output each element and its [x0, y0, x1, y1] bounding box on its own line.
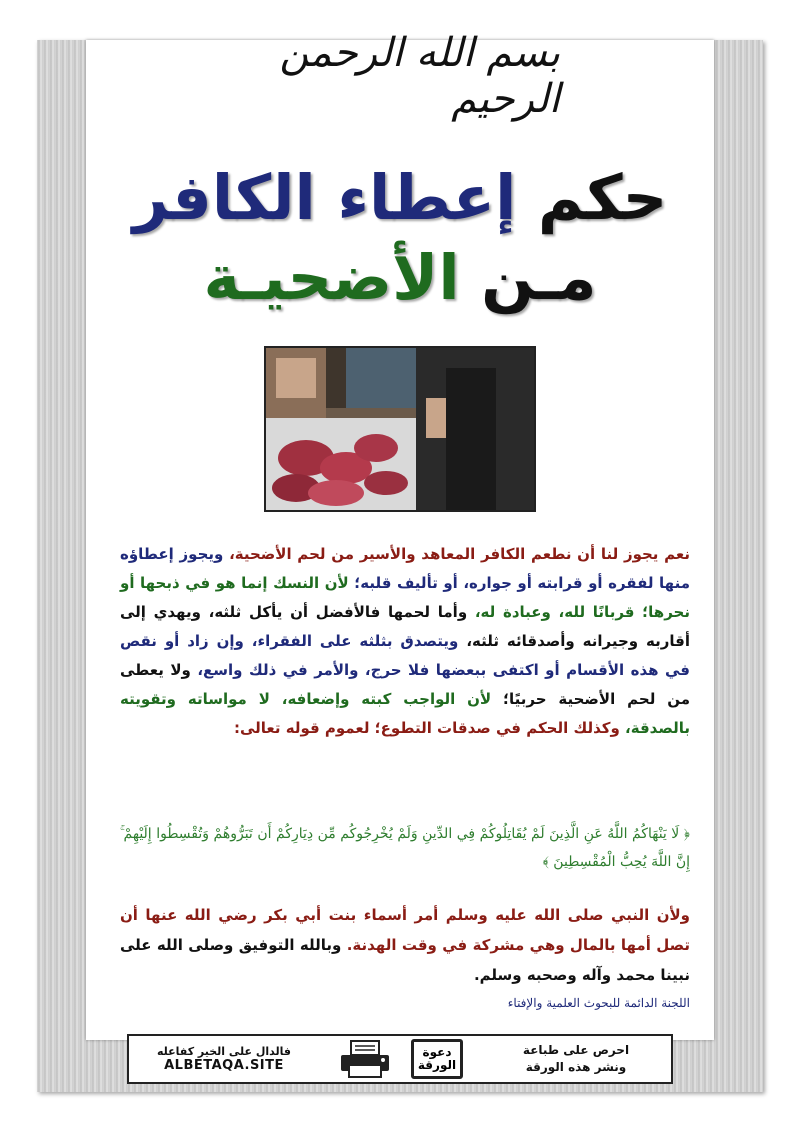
body-sentence: لأن الواجب كبته وإضعافه، لا مواساته وتقويته بالصدقة، [120, 690, 690, 737]
body-sentence: لأن النسك إنما هو في ذبحها أو نحرها؛ قربانًا لله، وعبادة له، [120, 574, 690, 621]
title-word: الأضحيـة [203, 241, 460, 314]
printer-icon [337, 1039, 393, 1079]
body-sentence: ويتصدق بثلثه على الفقراء، وإن زاد أو نقص في هذه الأقسام أو اكتفى ببعضها فلا حرج، والأمر في ذلك واسع، [120, 632, 690, 679]
body-sentence: ولا يعطى من لحم الأضحية حربيًا؛ [120, 661, 690, 708]
title-word: مـن [481, 241, 597, 314]
body-sentence: وكذلك الحكم في صدقات التطوع؛ لعموم قوله تعالى: [233, 719, 620, 737]
basmala-calligraphy: بسم الله الرحمن الرحيم [240, 40, 560, 112]
photo-illustration [266, 348, 534, 510]
source-attribution: اللجنة الدائمة للبحوث العلمية والإفتاء [507, 996, 690, 1010]
body-sentence: ويجوز إعطاؤه منها لفقره أو قرابته أو جواره، أو تأليف قلبه؛ [120, 545, 690, 592]
body-sentence: وأما لحمها فالأفضل أن يأكل ثلثه، ويهدي إلى أقاربه وجيرانه وأصدقائه ثلثه، [120, 603, 690, 650]
footer-icons [337, 1039, 463, 1079]
closing-text [120, 900, 690, 990]
dawa-logo: دعوة الورقة [411, 1039, 463, 1079]
title-line-2 [120, 238, 680, 318]
closing-sentence: وبالله التوفيق وصلى الله على نبينا محمد وآله وصحبه وسلم. [120, 936, 690, 984]
title-line-1 [120, 158, 680, 238]
title-word: حكم [537, 161, 668, 234]
footer-slogan: فالدال على الخير كفاعله [156, 1045, 292, 1058]
title-word: إعطاء [337, 161, 517, 234]
body-sentence: نعم يجوز لنا أن نطعم الكافر المعاهد والأسير من لحم الأضحية، [229, 545, 690, 563]
quran-verse: ﴿ لَا يَنْهَاكُمُ اللَّهُ عَنِ الَّذِينَ لَمْ يُقَاتِلُوكُمْ فِي الدِّينِ وَلَمْ يُخْرِجُوكُم مِّن دِيَارِكُمْ أَن تَبَرُّوهُمْ وَتُقْسِطُوا إِلَيْهِمْ ۚ إِنَّ اللَّهَ يُحِبُّ الْمُقْسِطِينَ ﴾ [120, 826, 690, 870]
footer-site-block [139, 1045, 309, 1073]
ruling-body-text [120, 540, 690, 743]
meat-distribution-photo [264, 346, 536, 512]
title-word: الكافر [132, 161, 316, 234]
footer-print-note [491, 1042, 661, 1076]
footer-banner [127, 1034, 673, 1084]
footer-site-link[interactable]: ALBETAQA.SITE [164, 1058, 284, 1073]
hadith-sentence: ولأن النبي صلى الله عليه وسلم أمر أسماء بنت أبي بكر رضي الله عنها أن تصل أمها بالمال وهي مشركة في وقت الهدنة. [120, 906, 690, 954]
footer-note-line: احرص على طباعة [522, 1043, 630, 1057]
footer-note-line: ونشر هذه الورقة [525, 1060, 627, 1074]
